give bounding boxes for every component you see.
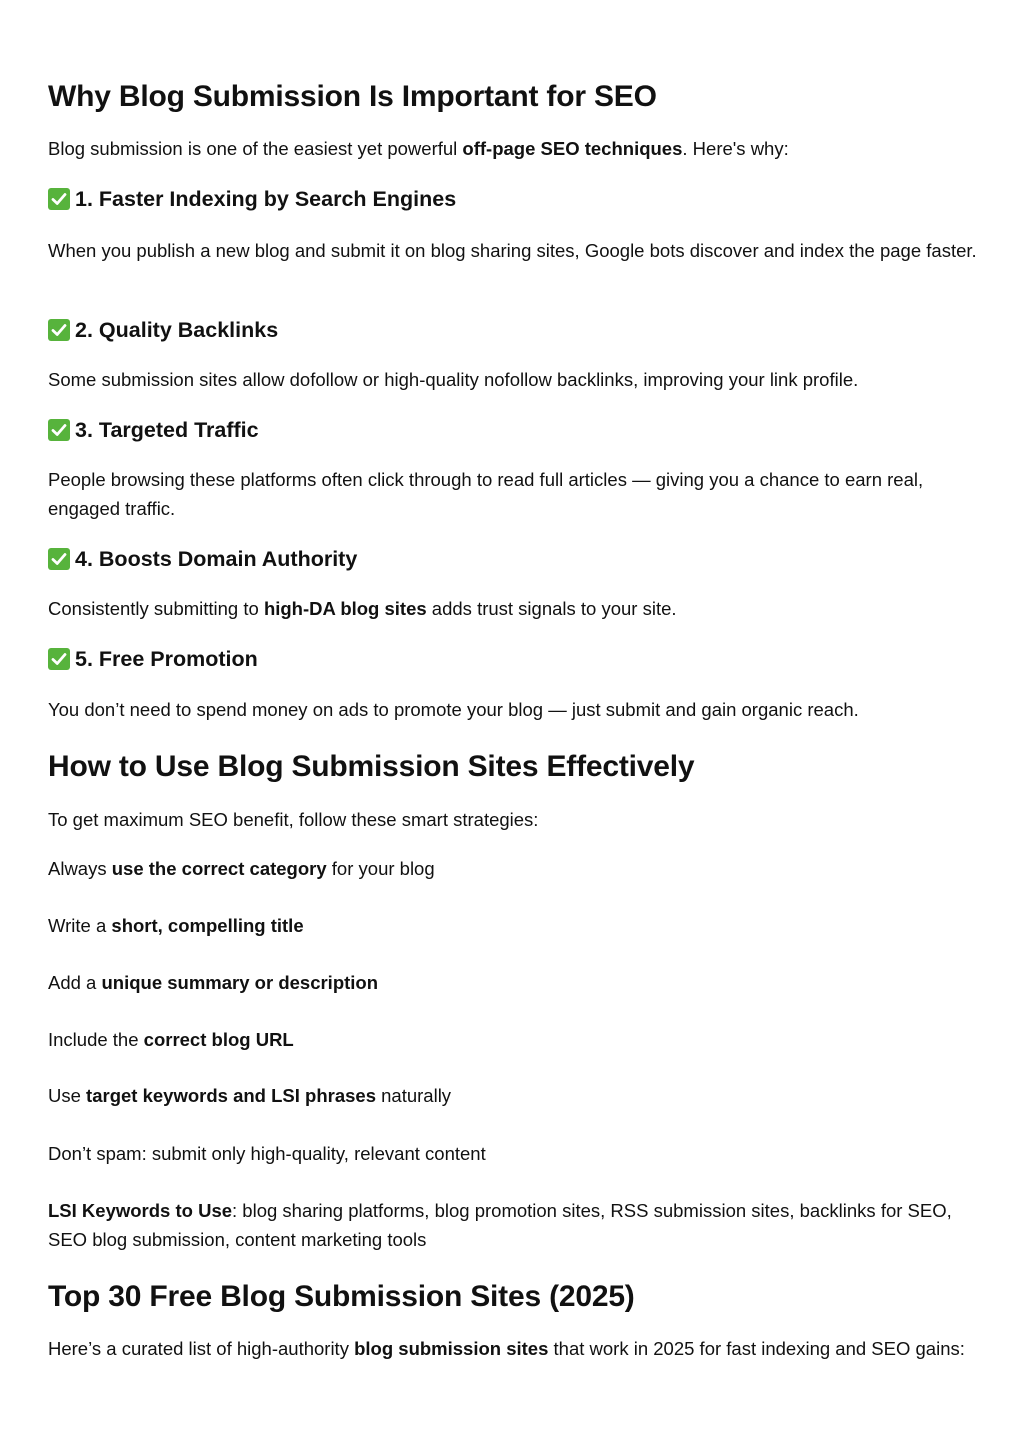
tip-item: Add a unique summary or description — [48, 972, 379, 993]
check-mark-icon — [48, 188, 70, 210]
benefit-text-4: Consistently submitting to high-DA blog sites adds trust signals to your site. — [48, 598, 677, 619]
tip-item: Include the correct blog URL — [48, 1029, 294, 1050]
benefit-text-2: Some submission sites allow dofollow or high-quality nofollow backlinks, improving your link profile. — [48, 369, 859, 390]
section-intro: To get maximum SEO benefit, follow these smart strategies: — [48, 809, 539, 830]
section-heading-top-30: Top 30 Free Blog Submission Sites (2025) — [48, 1280, 635, 1313]
tip-item: Use target keywords and LSI phrases naturally — [48, 1085, 452, 1106]
section-heading-how-to-use: How to Use Blog Submission Sites Effectively — [48, 750, 695, 783]
benefit-heading-5: 5. Free Promotion — [48, 645, 258, 673]
tip-item: Don’t spam: submit only high-quality, relevant content — [48, 1143, 486, 1164]
benefit-text-5: You don’t need to spend money on ads to promote your blog — just submit and gain organic reach. — [48, 699, 859, 720]
lsi-keywords-label: LSI Keywords to Use — [48, 1200, 233, 1221]
benefit-text-1: When you publish a new blog and submit it on blog sharing sites, Google bots discover and index the page faster. — [48, 240, 977, 261]
benefit-heading-3: 3. Targeted Traffic — [48, 416, 259, 444]
tip-item: Always use the correct category for your blog — [48, 858, 435, 879]
tip-item: Write a short, compelling title — [48, 915, 304, 936]
check-mark-icon — [48, 648, 70, 670]
benefit-heading-2: 2. Quality Backlinks — [48, 316, 278, 344]
check-mark-icon — [48, 548, 70, 570]
benefit-heading-1: 1. Faster Indexing by Search Engines — [48, 185, 456, 213]
lsi-keywords: LSI Keywords to Use: blog sharing platforms, blog promotion sites, RSS submission sites, backlinks for SEO, SEO blog submission, content marketing tools — [48, 1200, 952, 1250]
benefit-text-3: People browsing these platforms often click through to read full articles — giving you a chance to earn real, engaged traffic. — [48, 469, 924, 519]
check-mark-icon — [48, 319, 70, 341]
section-intro: Here’s a curated list of high-authority blog submission sites that work in 2025 for fast indexing and SEO gains: — [48, 1338, 965, 1359]
check-mark-icon — [48, 419, 70, 441]
section-intro: Blog submission is one of the easiest yet powerful off-page SEO techniques. Here's why: — [48, 138, 789, 159]
section-heading-why-important: Why Blog Submission Is Important for SEO — [48, 80, 657, 113]
benefit-heading-4: 4. Boosts Domain Authority — [48, 545, 357, 573]
